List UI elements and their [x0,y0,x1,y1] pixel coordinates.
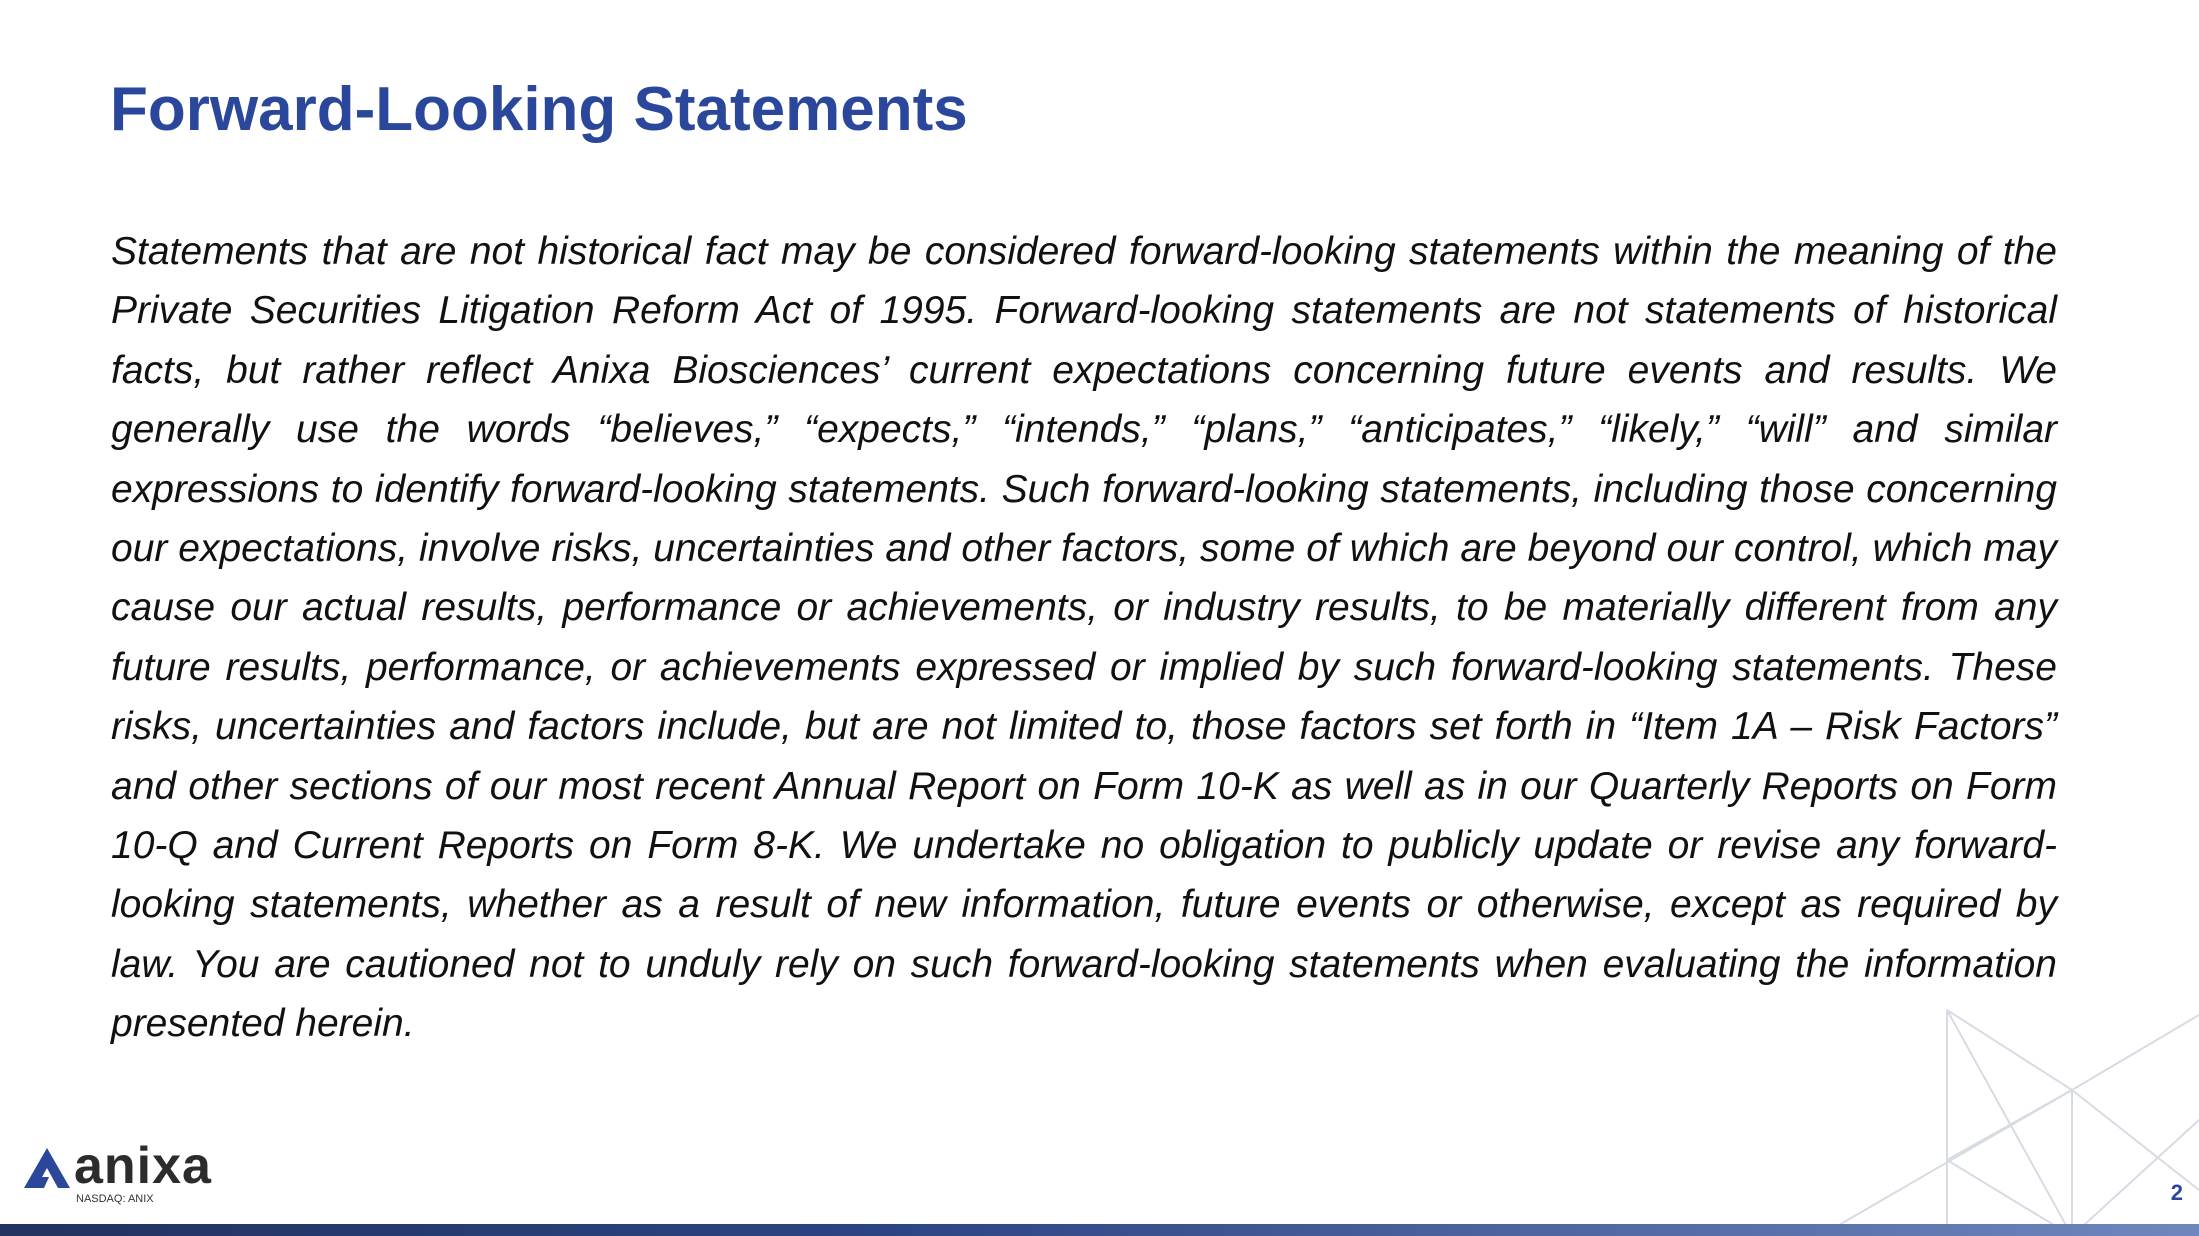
footer-bar [0,1224,2199,1236]
forward-looking-statement-text: Statements that are not historical fact may be considered forward-looking statements within the meaning of the Private Securities Litigation Reform Act of 1995. Forward-looking statements are not statements of historical facts, but rather reflect Anixa Biosciences’ current expectations concerning future events and results. We generally use the words “believes,” “expects,” “intends,” “plans,” “anticipates,” “likely,” “will” and similar expressions to identify forward-looking statements. Such forward-looking statements, including those concerning our expectations, involve risks, uncertainties and other factors, some of which are beyond our control, which may cause our actual results, performance or achievements, or industry results, to be materially different from any future results, performance, or achievements expressed or implied by such forward-looking statements. These risks, uncertainties and factors include, but are not limited to, those factors set forth in “Item 1A – Risk Factors” and other sections of our most recent Annual Report on Form 10-K as well as in our Quarterly Reports on Form 10-Q and Current Reports on Form 8-K. We undertake no obligation to publicly update or revise any forward-looking statements, whether as a result of new information, future events or otherwise, except as required by law. You are cautioned not to unduly rely on such forward-looking statements when evaluating the information presented herein. [111,230,2057,1046]
anixa-logo [24,1137,224,1206]
anixa-a-logo-icon [24,1148,70,1190]
page-number: 2 [2170,1180,2183,1205]
geometric-lines-decoration [1820,1000,2199,1236]
logo-wordmark: anixa [74,1137,212,1195]
page-title: Forward-Looking Statements [110,75,968,144]
logo-ticker: NASDAQ: ANIX [76,1193,154,1205]
